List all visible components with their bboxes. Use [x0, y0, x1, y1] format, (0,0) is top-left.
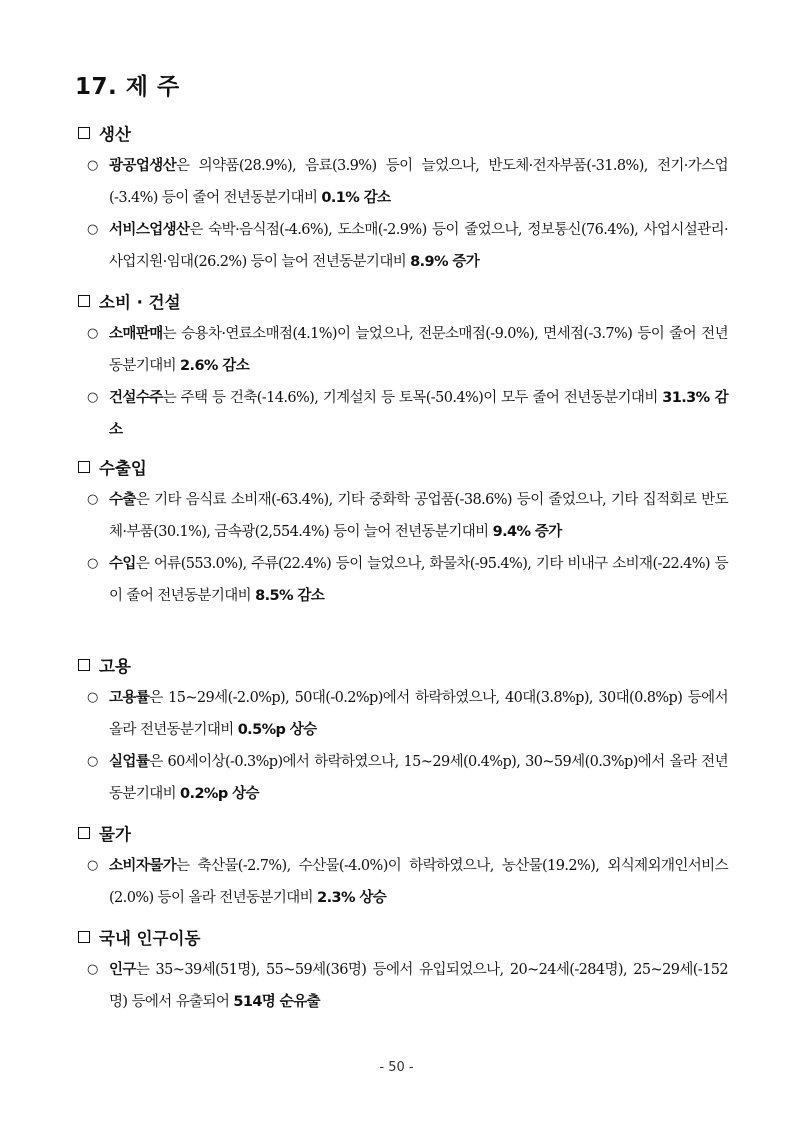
- page-number: - 50 -: [379, 1060, 414, 1075]
- circle-bullet-icon: ○: [87, 492, 98, 507]
- circle-bullet-icon: ○: [87, 858, 98, 873]
- checkbox-square-icon: [78, 931, 90, 943]
- checkbox-square-icon: [78, 295, 90, 307]
- circle-bullet-icon: ○: [87, 690, 98, 705]
- circle-bullet-icon: ○: [87, 326, 98, 341]
- bullet-item: ○ 건설수주는 주택 등 건축(-14.6%), 기계설치 등 토목(-50.4%)이 모두 줄어 전년동분기대비 31.3% 감소: [87, 382, 728, 446]
- bullet-item: ○ 고용률은 15~29세(-2.0%p), 50대(-0.2%p)에서 하락하였으나, 40대(3.8%p), 30대(0.8%p) 등에서 올라 전년동분기대비 0.5%p 상승: [87, 682, 728, 746]
- section-consumption-construction: [78, 290, 728, 446]
- bullet-item: ○ 인구는 35~39세(51명), 55~59세(36명) 등에서 유입되었으나, 20~24세(-284명), 25~29세(-152명) 등에서 유출되어 514명 순유출: [87, 954, 728, 1018]
- circle-bullet-icon: ○: [87, 556, 98, 571]
- circle-bullet-icon: ○: [87, 962, 98, 977]
- bullet-item: ○ 소매판매는 승용차·연료소매점(4.1%)이 늘었으나, 전문소매점(-9.0%), 면세점(-3.7%) 등이 줄어 전년동분기대비 2.6% 감소: [87, 318, 728, 382]
- bullet-item: ○ 소비자물가는 축산물(-2.7%), 수산물(-4.0%)이 하락하였으나, 농산물(19.2%), 외식제외개인서비스(2.0%) 등이 올라 전년동분기대비 2.3% 상승: [87, 850, 728, 914]
- bullet-item: ○ 실업률은 60세이상(-0.3%p)에서 하락하였으나, 15~29세(0.4%p), 30~59세(0.3%p)에서 올라 전년동분기대비 0.2%p 상승: [87, 746, 728, 810]
- checkbox-square-icon: [78, 127, 90, 139]
- section-heading: 국내 인구이동: [78, 926, 728, 948]
- bullet-item: ○ 수입은 어류(553.0%), 주류(22.4%) 등이 늘었으나, 화물차(-95.4%), 기타 비내구 소비재(-22.4%) 등이 줄어 전년동분기대비 8.5% 감소: [87, 548, 728, 612]
- circle-bullet-icon: ○: [87, 390, 98, 405]
- section-heading: 수출입: [78, 456, 728, 478]
- circle-bullet-icon: ○: [87, 222, 98, 237]
- section-heading: 생산: [78, 122, 728, 144]
- section-prices: [78, 822, 728, 914]
- section-employment: [78, 654, 728, 810]
- checkbox-square-icon: [78, 827, 90, 839]
- section-production: [78, 122, 728, 278]
- section-population-migration: [78, 926, 728, 1018]
- section-trade: [78, 456, 728, 612]
- checkbox-square-icon: [78, 659, 90, 671]
- section-heading: 물가: [78, 822, 728, 844]
- section-heading: 소비 · 건설: [78, 290, 728, 312]
- circle-bullet-icon: ○: [87, 158, 98, 173]
- bullet-item: ○ 광공업생산은 의약품(28.9%), 음료(3.9%) 등이 늘었으나, 반도체·전자부품(-31.8%), 전기·가스업(-3.4%) 등이 줄어 전년동분기대비 0.1% 감소: [87, 150, 728, 214]
- section-heading: 고용: [78, 654, 728, 676]
- bullet-item: ○ 수출은 기타 음식료 소비재(-63.4%), 기타 중화학 공업품(-38.6%) 등이 줄었으나, 기타 집적회로 반도체·부품(30.1%), 금속광(2,554.4%) 등이 늘어 전년동분기대비 9.4% 증가: [87, 484, 728, 548]
- bullet-item: ○ 서비스업생산은 숙박·음식점(-4.6%), 도소매(-2.9%) 등이 줄었으나, 정보통신(76.4%), 사업시설관리·사업지원·임대(26.2%) 등이 늘어 전년동분기대비 8.9% 증가: [87, 214, 728, 278]
- page-title: 17. 제 주: [75, 74, 180, 100]
- circle-bullet-icon: ○: [87, 754, 98, 769]
- checkbox-square-icon: [78, 461, 90, 473]
